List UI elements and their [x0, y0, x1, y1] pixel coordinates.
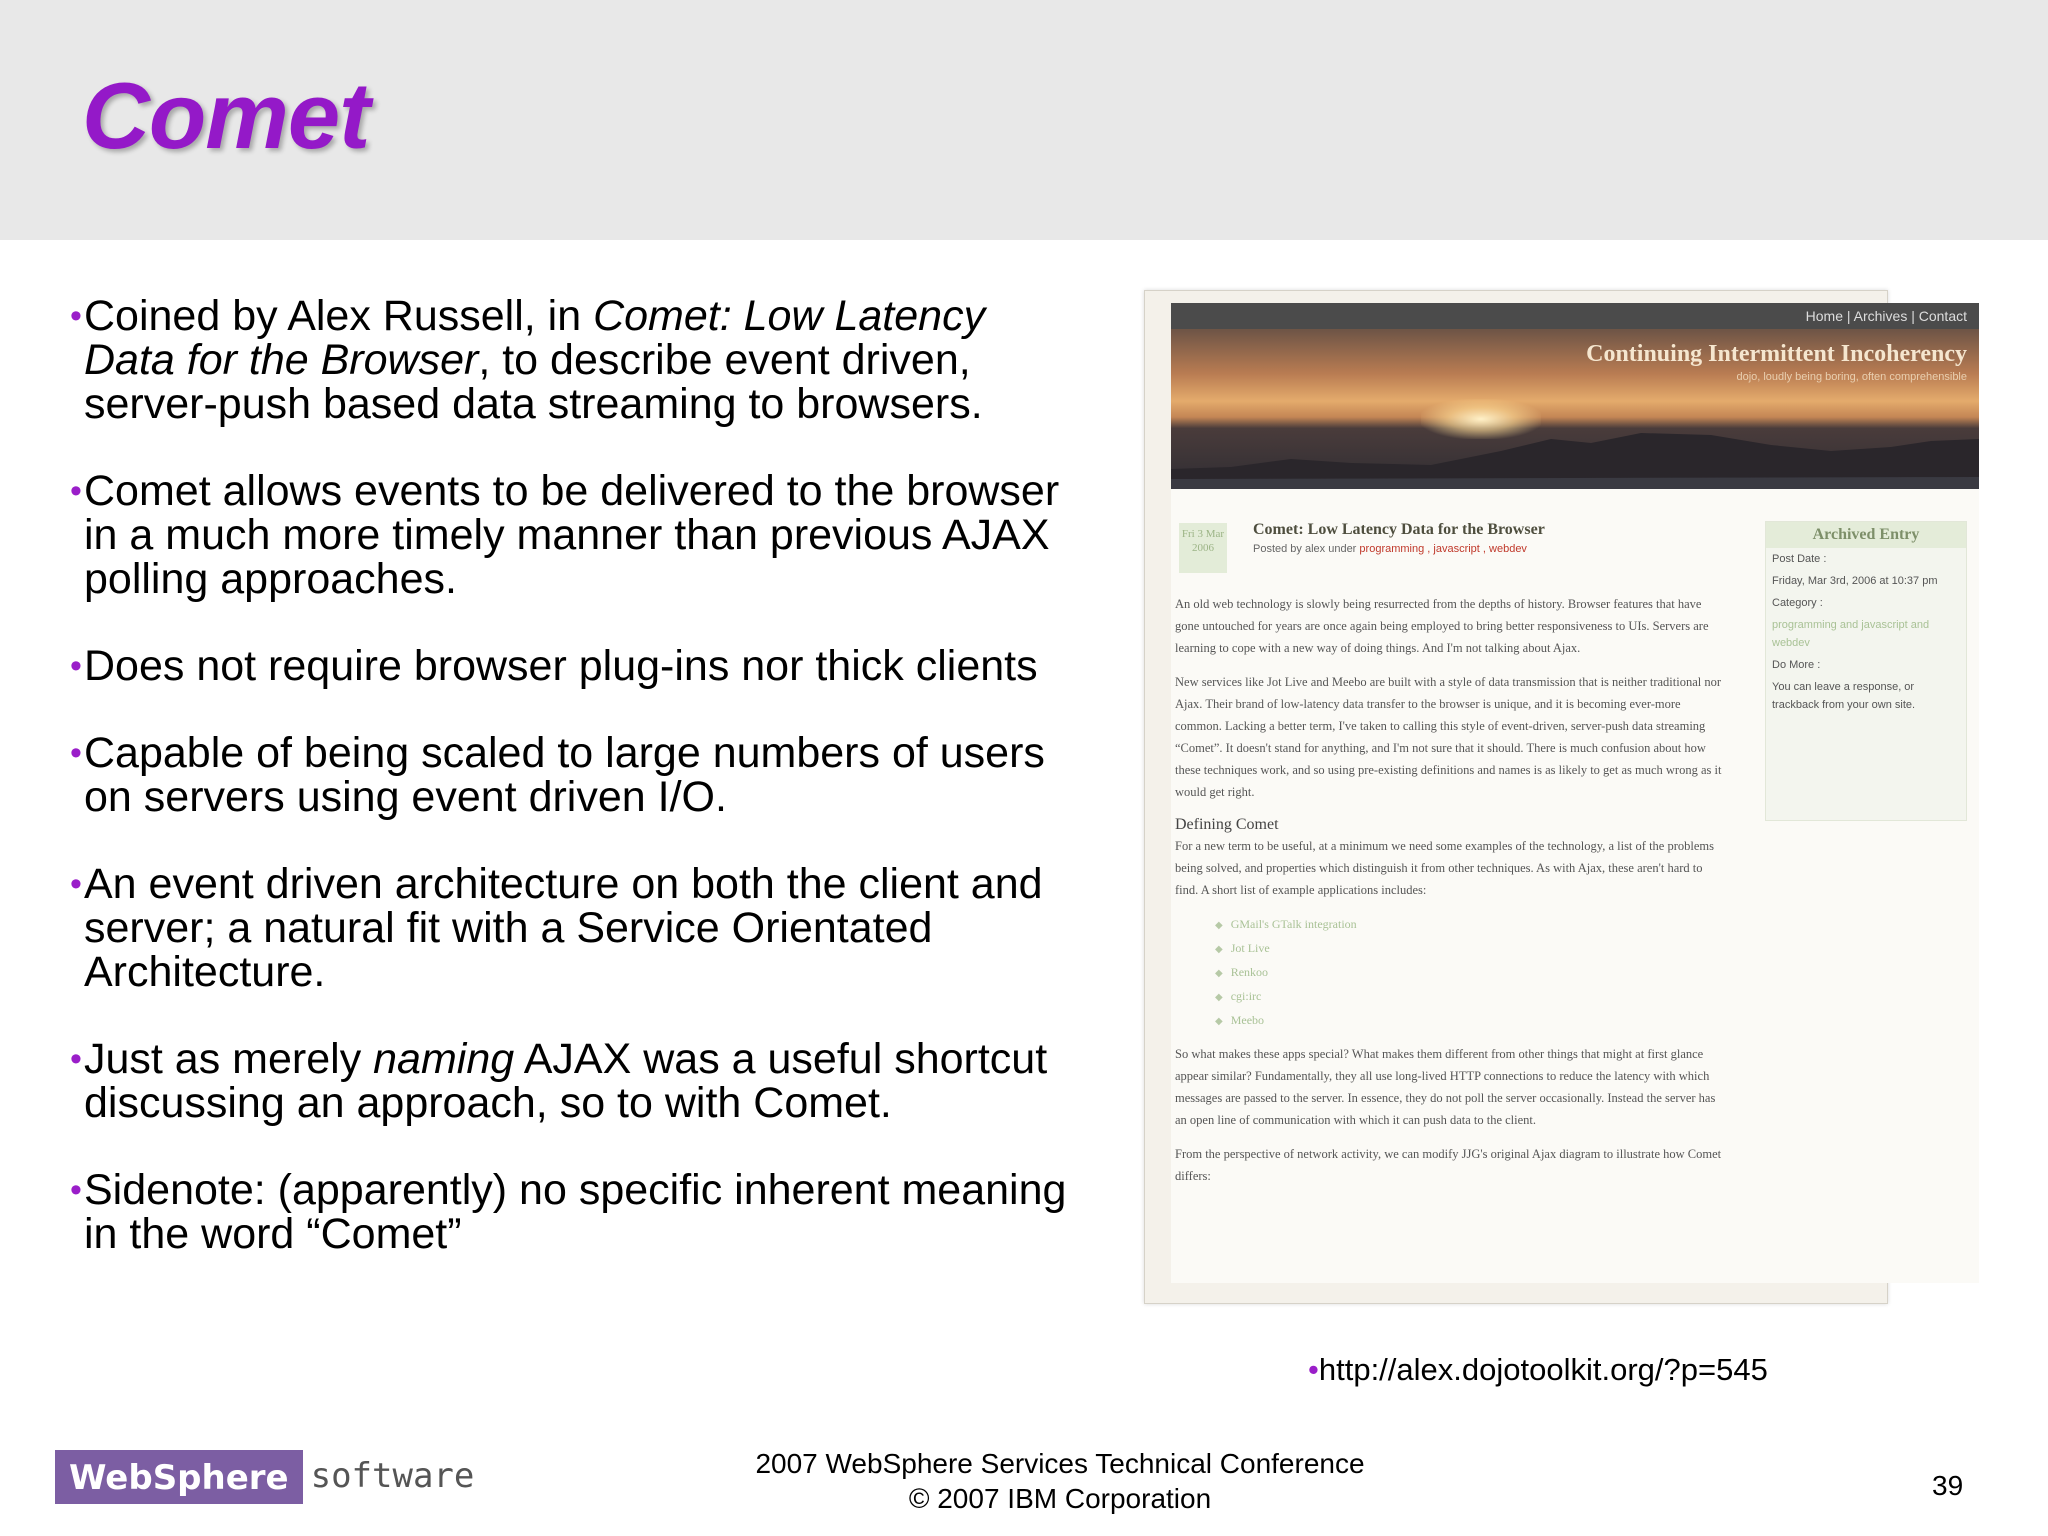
bullet-item — [70, 862, 1070, 994]
post-meta — [1253, 543, 1527, 555]
bullet-glyph: • — [70, 734, 82, 772]
bullet-list — [70, 294, 1070, 1299]
bullet-glyph: • — [70, 647, 82, 685]
bullet-item — [70, 731, 1070, 819]
post-date-label: Post Date : — [1772, 553, 1827, 565]
category-label: Category : — [1772, 597, 1823, 609]
logo-brand: WebSphere — [55, 1450, 303, 1504]
post-date-box: Fri 3 Mar 2006 — [1179, 523, 1227, 573]
post-paragraph: For a new term to be useful, at a minimum we need some examples of the technology, a list of the problems being solved, and properties which distinguish it from other techniques. As with Ajax, these aren't hard to find. A short list of example applications includes: — [1175, 839, 1714, 897]
bullet-glyph: • — [70, 1171, 82, 1209]
websphere-logo — [55, 1450, 474, 1504]
blog-banner — [1171, 329, 1979, 489]
post-category-links[interactable]: programming , javascript , webdev — [1359, 543, 1527, 555]
bullet-text: , to describe event driven, server-push based data streaming to browsers. — [84, 336, 983, 428]
post-paragraph: From the perspective of network activity, we can modify JJG's original Ajax diagram to illustrate how Comet differs: — [1175, 1147, 1722, 1183]
do-more-value[interactable]: You can leave a response, or trackback from your own site. — [1772, 681, 1916, 711]
footer-text — [700, 1446, 1420, 1516]
blog-page — [1171, 303, 1979, 1283]
bullet-emphasis: naming — [373, 1035, 515, 1083]
bullet-item — [70, 469, 1070, 601]
slide-title: Comet — [82, 63, 370, 168]
archive-sidebar — [1765, 521, 1967, 821]
page-number: 39 — [1932, 1470, 1964, 1501]
bullet-text: Just as merely — [84, 1035, 374, 1083]
bullet-text: Does not require browser plug-ins nor thick clients — [84, 642, 1038, 690]
list-item[interactable]: ◆ cgi:irc — [1215, 985, 1725, 1009]
copyright: © 2007 IBM Corporation — [908, 1483, 1212, 1514]
post-body — [1175, 593, 1725, 1199]
bullet-text: An event driven architecture on both the client and server; a natural fit with a Service Orientated Architecture. — [84, 860, 1043, 996]
bullet-glyph: • — [1308, 1352, 1319, 1387]
do-more-label: Do More : — [1772, 659, 1821, 671]
bullet-item — [70, 294, 1070, 426]
blog-nav-links[interactable]: Home | Archives | Contact — [1805, 308, 1967, 324]
category-value[interactable]: programming and javascript and webdev — [1772, 619, 1930, 649]
blog-subtitle: dojo, loudly being boring, often comprehensible — [1736, 371, 1967, 383]
list-item[interactable]: ◆ GMail's GTalk integration — [1215, 913, 1725, 937]
post-date-value: Friday, Mar 3rd, 2006 at 10:37 pm — [1772, 575, 1938, 587]
blog-nav-bar — [1171, 303, 1979, 329]
post-title[interactable]: Comet: Low Latency Data for the Browser — [1253, 521, 1545, 538]
bullet-item — [70, 644, 1070, 688]
post-paragraph: New services like Jot Live and Meebo are built with a style of data transmission that is neither traditional nor Ajax. Their brand of low-latency data transfer to the browser is unique, and it is becoming ever-more common. Lacking a better term, I've taken to calling this style of event-driven, server-push data streaming “Comet”. It doesn't stand for anything, and I'm not sure that it should. There is much confusion about how these techniques work, and so using pre-existing definitions and names is as likely to get as much wrong as it would get right. — [1175, 675, 1722, 799]
bullet-text: Sidenote: (apparently) no specific inherent meaning in the word “Comet” — [84, 1166, 1067, 1258]
post-paragraph: An old web technology is slowly being resurrected from the depths of history. Browser features that have gone untouched for years are once again being employed to bring better responsiveness to UIs. Servers are learning to cope with a new way of doing things. And I'm not talking about Ajax. — [1175, 597, 1709, 655]
conference-name: 2007 WebSphere Services Technical Conference — [755, 1448, 1365, 1479]
bullet-item — [70, 1037, 1070, 1125]
bullet-glyph: • — [70, 865, 82, 903]
list-item[interactable]: ◆ Renkoo — [1215, 961, 1725, 985]
bullet-item — [70, 1168, 1070, 1256]
hills-silhouette — [1171, 429, 1979, 489]
bullet-glyph: • — [70, 1040, 82, 1078]
post-meta-prefix: Posted by alex under — [1253, 543, 1357, 555]
list-item[interactable]: ◆ Meebo — [1215, 1009, 1725, 1033]
source-url-text[interactable]: http://alex.dojotoolkit.org/?p=545 — [1318, 1352, 1768, 1387]
logo-word: software — [310, 1456, 475, 1496]
bullet-glyph: • — [70, 472, 82, 510]
bullet-text: Coined by Alex Russell, in — [84, 292, 594, 340]
bullet-text: AJAX was a useful shortcut discussing an approach, so to with Comet. — [84, 1035, 1048, 1127]
bullet-glyph: • — [70, 297, 82, 335]
bullet-text: Comet allows events to be delivered to the browser in a much more timely manner than previous AJAX polling approaches. — [84, 467, 1060, 603]
blog-screenshot — [1144, 290, 1967, 1304]
post-paragraph: So what makes these apps special? What makes them different from other things that might at first glance appear similar? Fundamentally, they all use long-lived HTTP connections to reduce the latency with which messages are passed to the server. In essence, they do not poll the server occasionally. Instead the server has an open line of communication with which it can push data to the client. — [1175, 1047, 1716, 1127]
list-item[interactable]: ◆ Jot Live — [1215, 937, 1725, 961]
section-heading: Defining Comet — [1175, 816, 1279, 833]
source-url[interactable] — [1308, 1352, 1768, 1388]
example-list — [1215, 913, 1725, 1033]
bullet-emphasis: Comet: Low Latency Data for the Browser — [84, 292, 986, 384]
sidebar-heading: Archived Entry — [1766, 522, 1966, 548]
blog-title: Continuing Intermittent Incoherency — [1586, 341, 1967, 367]
bullet-text: Capable of being scaled to large numbers of users on servers using event driven I/O. — [84, 729, 1045, 821]
